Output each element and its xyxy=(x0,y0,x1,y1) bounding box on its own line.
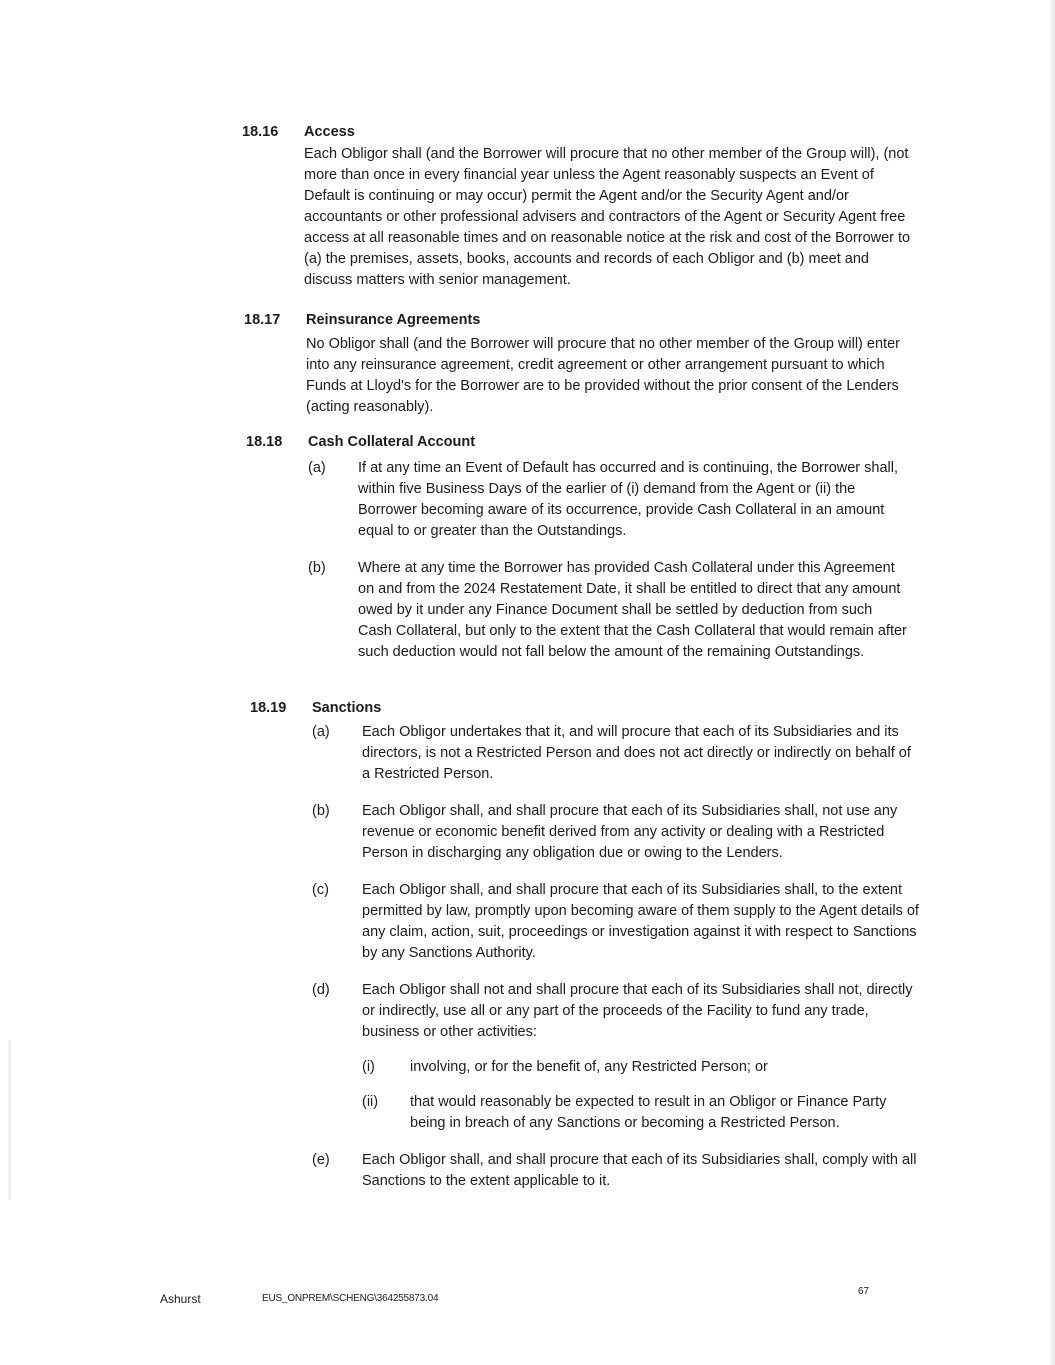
item-label: (c) xyxy=(312,882,329,898)
item-text: Where at any time the Borrower has provided Cash Collateral under this Agreement on and from the 2024 Restatement Date, it shall be entitled to direct that any amount owed by it under any Finance Document shall be settled by deduction from such Cash Collateral, but only to the extent that the Cash Collateral that would remain after such deduction would not fall below the amount of the remaining Outstandings. xyxy=(358,560,907,660)
clause-title: Sanctions xyxy=(312,700,382,716)
list-item xyxy=(312,722,922,785)
footer-document-reference: EUS_ONPREM\SCHENG\364255873.04 xyxy=(262,1293,439,1304)
clause-number: 18.18 xyxy=(246,434,283,450)
item-label: (d) xyxy=(312,982,330,998)
scan-mark xyxy=(8,1040,11,1200)
clause-items xyxy=(308,458,908,663)
sub-list xyxy=(362,1057,922,1134)
clause-18-17 xyxy=(244,310,904,415)
scan-edge xyxy=(1049,0,1055,1365)
item-label: (b) xyxy=(308,560,326,576)
clause-title: Reinsurance Agreements xyxy=(306,312,481,328)
item-label: (b) xyxy=(312,803,330,819)
sub-item-text: involving, or for the benefit of, any Restricted Person; or xyxy=(410,1059,768,1075)
sub-item-label: (ii) xyxy=(362,1094,379,1110)
list-item xyxy=(312,880,922,964)
sub-list-item xyxy=(362,1092,922,1134)
sub-list-item xyxy=(362,1057,922,1078)
item-text: Each Obligor shall, and shall procure that each of its Subsidiaries shall, to the extent permitted by law, promptly upon becoming aware of them supply to the Agent details of any claim, action, suit, proceedings or investigation against it with respect to Sanctions by any Sanctions Authority. xyxy=(362,882,919,961)
item-text: Each Obligor shall, and shall procure that each of its Subsidiaries shall, not use any revenue or economic benefit derived from any activity or dealing with a Restricted Person in discharging any obligation due or owing to the Lenders. xyxy=(362,803,898,861)
clause-number: 18.19 xyxy=(250,700,287,716)
clause-18-18 xyxy=(246,432,907,660)
clause-18-16 xyxy=(242,122,911,288)
clause-heading xyxy=(242,122,902,142)
clause-title: Access xyxy=(304,124,355,140)
clause-heading xyxy=(250,698,910,718)
list-item xyxy=(308,558,908,663)
list-item xyxy=(312,801,922,864)
footer-firm-name: Ashurst xyxy=(160,1292,201,1306)
list-item xyxy=(312,1150,922,1192)
item-label: (a) xyxy=(312,724,330,740)
clause-18-19 xyxy=(250,698,919,1189)
item-text: Each Obligor shall, and shall procure that each of its Subsidiaries shall, comply with all Sanctions to the extent applicable to it. xyxy=(362,1152,917,1189)
clause-number: 18.16 xyxy=(242,124,279,140)
sub-item-text: that would reasonably be expected to result in an Obligor or Finance Party being in breach of any Sanctions or becoming a Restricted Person. xyxy=(410,1094,887,1131)
clause-number: 18.17 xyxy=(244,312,281,328)
list-item xyxy=(312,980,922,1134)
page-number: 67 xyxy=(858,1286,870,1297)
clause-heading xyxy=(246,432,906,452)
clause-body: Each Obligor shall (and the Borrower will procure that no other member of the Group will), (not more than once in every financial year unless the Agent reasonably suspects an Event of Default is continuing or may occur) permit the Agent and/or the Security Agent and/or accountants or other professional advisers and contractors of the Agent or Security Agent free access at all reasonable times and on reasonable notice at the risk and cost of the Borrower to (a) the premises, assets, books, accounts and records of each Obligor and (b) meet and discuss matters with senior management. xyxy=(304,146,911,288)
item-text: Each Obligor shall not and shall procure that each of its Subsidiaries shall not, directly or indirectly, use all or any part of the proceeds of the Facility to fund any trade, business or other activities: xyxy=(362,982,913,1040)
item-text: If at any time an Event of Default has occurred and is continuing, the Borrower shall, within five Business Days of the earlier of (i) demand from the Agent or (ii) the Borrower becoming aware of its occurrence, provide Cash Collateral in an amount equal to or greater than the Outstandings. xyxy=(358,460,899,539)
item-label: (a) xyxy=(308,460,326,476)
item-label: (e) xyxy=(312,1152,330,1168)
clause-heading xyxy=(244,310,904,330)
clause-items xyxy=(312,722,922,1192)
item-text: Each Obligor undertakes that it, and will procure that each of its Subsidiaries and its directors, is not a Restricted Person and does not act directly or indirectly on behalf of a Restricted Person. xyxy=(362,724,911,782)
sub-item-label: (i) xyxy=(362,1059,375,1075)
clause-title: Cash Collateral Account xyxy=(308,434,476,450)
list-item xyxy=(308,458,908,542)
clause-body: No Obligor shall (and the Borrower will procure that no other member of the Group will) enter into any reinsurance agreement, credit agreement or other arrangement pursuant to which Funds at Lloyd's for the Borrower are to be provided without the prior consent of the Lenders (acting reasonably). xyxy=(306,336,900,415)
